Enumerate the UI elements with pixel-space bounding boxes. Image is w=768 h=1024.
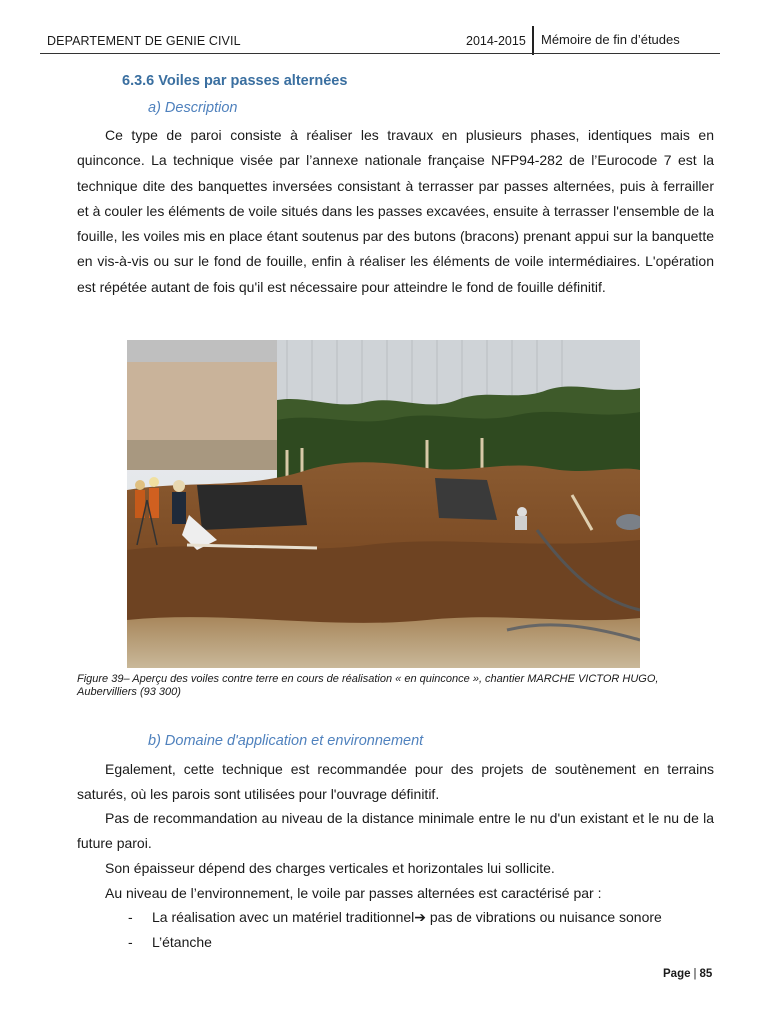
header-vertical-divider <box>532 26 534 55</box>
header-rule <box>40 53 720 54</box>
page-separator: | <box>693 968 697 980</box>
figure-caption: Figure 39– Aperçu des voiles contre terre en cours de réalisation « en quinconce », chantier MARCHE VICTOR HUGO, Aubervilliers (93 300) <box>77 673 659 698</box>
bullet-item: L’étanche <box>152 934 212 950</box>
page-number <box>663 968 712 980</box>
subsection-domain-heading: b) Domaine d'application et environnement <box>148 733 424 749</box>
bullet-marker: - <box>128 934 133 950</box>
bullet-item: La réalisation avec un matériel traditionnel➔ pas de vibrations ou nuisance sonore <box>152 909 662 925</box>
description-paragraph: Ce type de paroi consiste à réaliser les travaux en plusieurs phases, identiques mais en quinconce. La technique visée par l’annexe nationale française NFP94-282 de l’Eurocode 7 est la technique dite des banquettes inversées consistant à terrasser par passes alternées, puis à ferrailler et à couler les éléments de voile situés dans les passes excavées, ensuite à terrasser l'ensemble de la fouille, les voiles mis en place étant soutenus par des butons (bracons) prenant appui sur la banquette en vis-à-vis ou sur le fond de fouille, enfin à réaliser les éléments de voile intermédiaires. L'opération est répétée autant de fois qu'il est nécessaire pour atteindre le fond de fouille définitif. <box>77 127 714 295</box>
page-label: Page <box>663 968 691 980</box>
header-department: DEPARTEMENT DE GENIE CIVIL <box>47 34 241 48</box>
domain-paragraph-2: Pas de recommandation au niveau de la distance minimale entre le nu d'un existant et le nu de la future paroi. <box>77 810 714 852</box>
construction-site-photo <box>127 340 640 668</box>
header-memoir-title: Mémoire de fin d’études <box>541 32 680 47</box>
page-header <box>0 0 768 60</box>
domain-paragraph-3: Son épaisseur dépend des charges verticales et horizontales lui sollicite. <box>105 860 555 876</box>
bullet-marker: - <box>128 909 133 925</box>
section-title: 6.3.6 Voiles par passes alternées <box>122 73 348 89</box>
domain-paragraph-1: Egalement, cette technique est recommandée pour des projets de soutènement en terrains saturés, où les parois sont utilisées pour l'ouvrage définitif. <box>77 761 714 803</box>
header-year: 2014-2015 <box>466 34 526 48</box>
domain-paragraph-4: Au niveau de l’environnement, le voile par passes alternées est caractérisé par : <box>105 885 602 901</box>
page-number-value: 85 <box>699 968 713 980</box>
subsection-description-heading: a) Description <box>148 100 238 116</box>
